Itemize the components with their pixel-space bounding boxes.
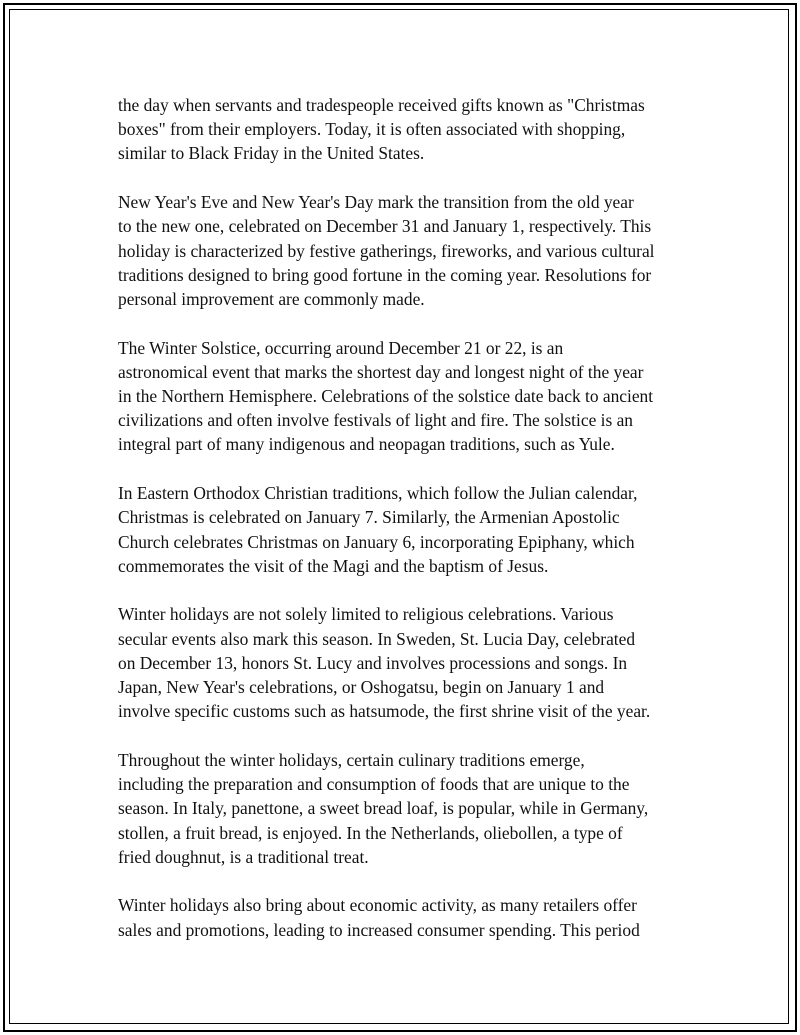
text-line: Japan, New Year's celebrations, or Oshogatsu, begin on January 1 and bbox=[118, 677, 605, 698]
text-line: season. In Italy, panettone, a sweet bread loaf, is popular, while in Germany, bbox=[118, 798, 649, 819]
paragraph-christmas-boxes bbox=[118, 93, 698, 166]
text-line: to the new one, celebrated on December 31 and January 1, respectively. This bbox=[118, 216, 652, 237]
text-line: Winter holidays also bring about economic activity, as many retailers offer bbox=[118, 895, 637, 916]
text-line: secular events also mark this season. In Sweden, St. Lucia Day, celebrated bbox=[118, 628, 636, 649]
text-line: In Eastern Orthodox Christian traditions, which follow the Julian calendar, bbox=[118, 483, 638, 504]
paragraph-orthodox-christmas bbox=[118, 481, 698, 578]
text-line: astronomical event that marks the shortest day and longest night of the year bbox=[118, 361, 644, 382]
text-line: on December 13, honors St. Lucy and involves processions and songs. In bbox=[118, 652, 628, 673]
text-line: civilizations and often involve festivals of light and fire. The solstice is an bbox=[118, 410, 633, 431]
paragraph-winter-solstice bbox=[118, 336, 698, 457]
text-line: sales and promotions, leading to increased consumer spending. This period bbox=[118, 919, 640, 940]
text-line: Winter holidays are not solely limited to religious celebrations. Various bbox=[118, 604, 614, 625]
text-line: including the preparation and consumption of foods that are unique to the bbox=[118, 774, 630, 795]
text-line: Throughout the winter holidays, certain culinary traditions emerge, bbox=[118, 749, 585, 770]
text-line: personal improvement are commonly made. bbox=[118, 288, 425, 309]
text-line: traditions designed to bring good fortune in the coming year. Resolutions for bbox=[118, 264, 652, 285]
text-line: involve specific customs such as hatsumode, the first shrine visit of the year. bbox=[118, 701, 651, 722]
text-line: The Winter Solstice, occurring around December 21 or 22, is an bbox=[118, 337, 564, 358]
text-line: in the Northern Hemisphere. Celebrations of the solstice date back to ancient bbox=[118, 386, 654, 407]
text-line: boxes" from their employers. Today, it is often associated with shopping, bbox=[118, 119, 626, 140]
text-line: similar to Black Friday in the United States. bbox=[118, 143, 425, 164]
text-line: commemorates the visit of the Magi and the baptism of Jesus. bbox=[118, 555, 549, 576]
paragraph-culinary-traditions bbox=[118, 748, 698, 869]
text-line: fried doughnut, is a traditional treat. bbox=[118, 846, 369, 867]
text-line: the day when servants and tradespeople received gifts known as "Christmas bbox=[118, 95, 645, 115]
text-line: stollen, a fruit bread, is enjoyed. In the Netherlands, oliebollen, a type of bbox=[118, 822, 623, 843]
text-line: holiday is characterized by festive gatherings, fireworks, and various cultural bbox=[118, 240, 655, 261]
paragraph-new-year bbox=[118, 190, 698, 311]
document-body bbox=[118, 93, 698, 966]
paragraph-secular-events bbox=[118, 602, 698, 723]
text-line: Church celebrates Christmas on January 6, incorporating Epiphany, which bbox=[118, 531, 635, 552]
text-line: integral part of many indigenous and neopagan traditions, such as Yule. bbox=[118, 434, 615, 455]
text-line: Christmas is celebrated on January 7. Similarly, the Armenian Apostolic bbox=[118, 507, 620, 528]
text-line: New Year's Eve and New Year's Day mark the transition from the old year bbox=[118, 192, 634, 213]
paragraph-economic-activity bbox=[118, 893, 698, 941]
